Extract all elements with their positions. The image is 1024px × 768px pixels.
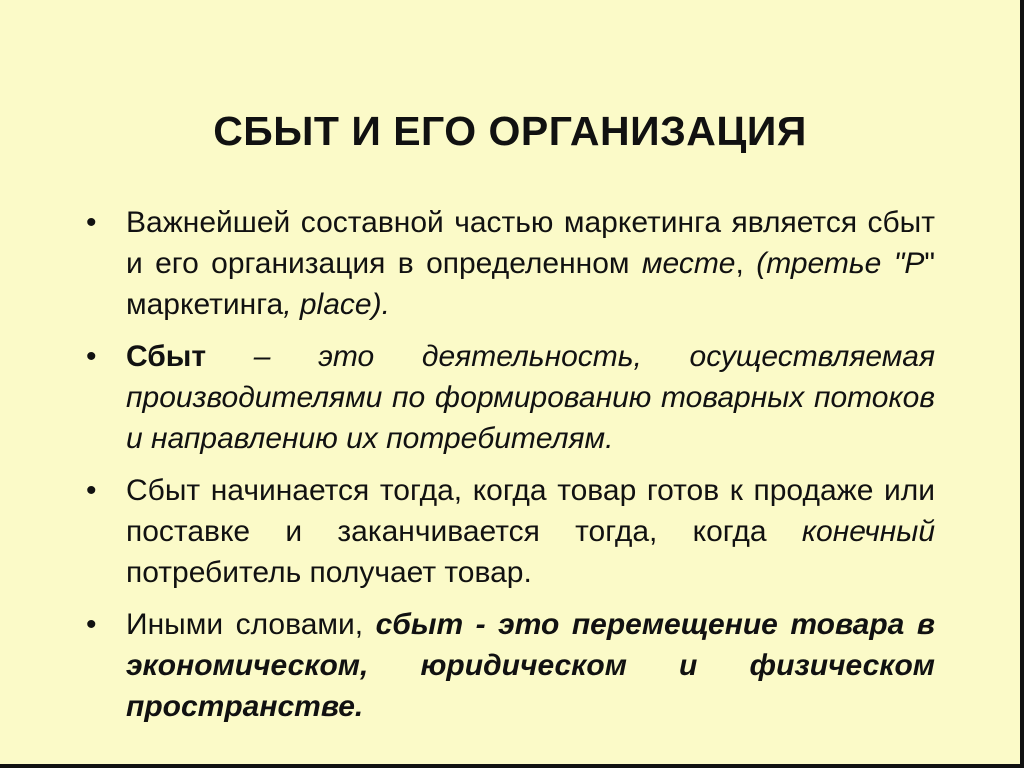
bullet-list bbox=[83, 202, 935, 738]
slide-title: СБЫТ И ЕГО ОРГАНИЗАЦИЯ bbox=[213, 108, 807, 154]
text-segment: Сбыт начинается тогда, когда товар готов к продаже или поставке и заканчивается тогда, когда bbox=[126, 474, 935, 548]
text-segment: Иными словами, bbox=[126, 608, 376, 641]
text-segment-italic: , place). bbox=[283, 288, 390, 321]
text-segment: , bbox=[735, 247, 757, 280]
bullet-dot-icon: • bbox=[86, 474, 97, 507]
text-segment-italic: конечный bbox=[801, 515, 935, 548]
definition-text: – это деятельность, осуществляемая производителями по формированию товарных потоков и направлению их потребителям. bbox=[126, 340, 935, 455]
bullet-item bbox=[83, 470, 935, 593]
bullet-text bbox=[126, 206, 935, 321]
bullet-text bbox=[126, 608, 935, 723]
bullet-dot-icon: • bbox=[86, 206, 97, 239]
bullet-dot-icon: • bbox=[86, 340, 97, 373]
bullet-item bbox=[83, 202, 935, 325]
bullet-dot-icon: • bbox=[86, 608, 97, 641]
text-segment-italic: месте bbox=[641, 247, 736, 280]
text-segment: " маркетинга bbox=[126, 247, 936, 321]
text-segment: потребитель получает товар. bbox=[126, 556, 532, 589]
bullet-item bbox=[83, 336, 935, 459]
conclusion-text: сбыт - это перемещение товара в экономическом, юридическом и физическом пространстве. bbox=[126, 608, 935, 723]
bullet-text bbox=[126, 340, 935, 455]
bullet-text bbox=[126, 474, 935, 589]
bullet-item bbox=[83, 604, 935, 727]
term-sbyt: Сбыт bbox=[126, 340, 207, 373]
text-segment: Важнейшей составной частью маркетинга является сбыт и его организация в определенном bbox=[126, 206, 935, 280]
text-segment-italic: (третье "Р bbox=[756, 247, 925, 280]
